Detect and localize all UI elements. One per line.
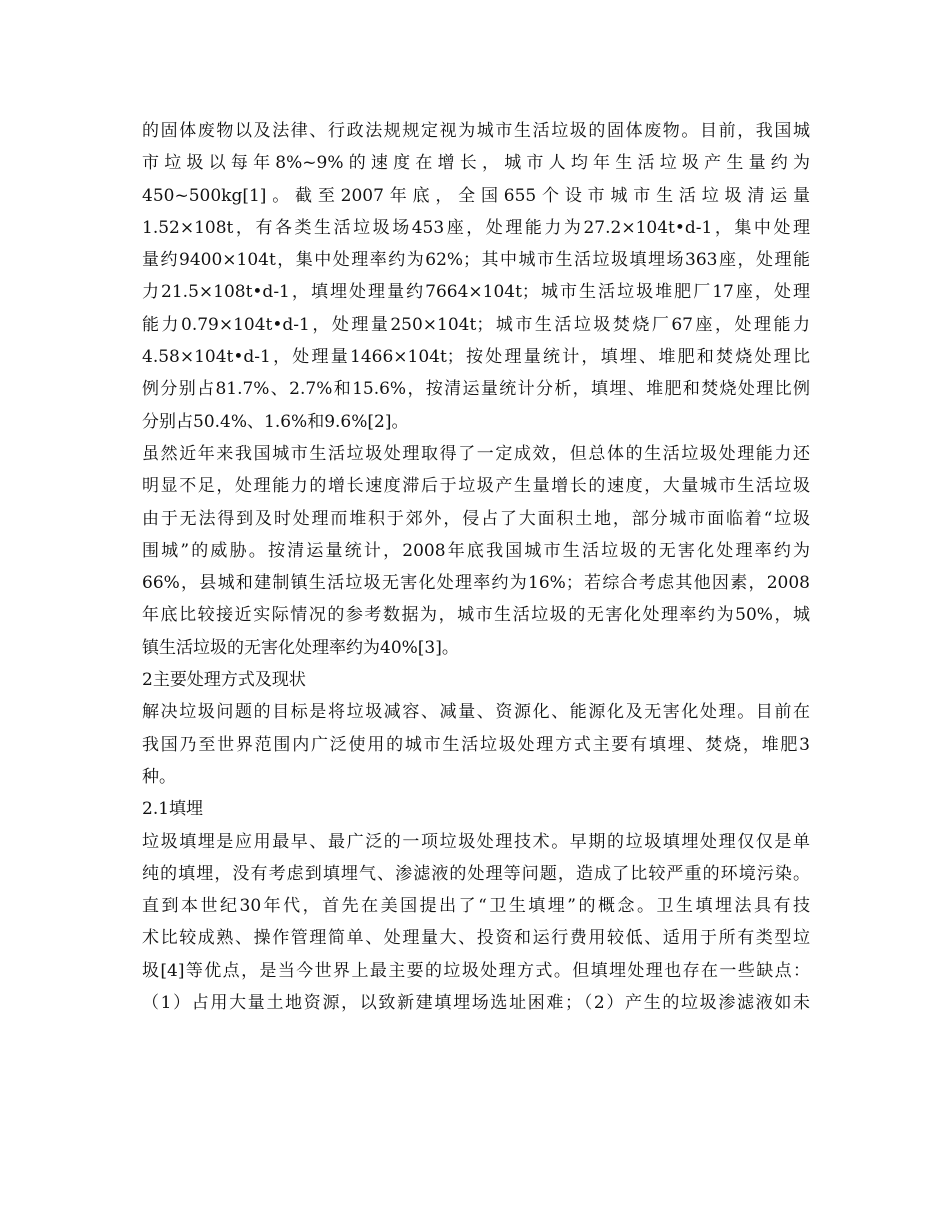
text-line: 1.52×108t，有各类生活垃圾场453座，处理能力为27.2×104t•d-1，集中处理: [142, 217, 810, 238]
text-line: 镇生活垃圾的无害化处理率约为40%[3]。: [142, 637, 459, 658]
text-line: 2.1填埋: [142, 799, 204, 820]
text-line: 我国乃至世界范围内广泛使用的城市生活垃圾处理方式主要有填埋、焚烧，堆肥3: [142, 734, 810, 755]
text-line: 2主要处理方式及现状: [142, 670, 306, 691]
text-line: 纯的填埋，没有考虑到填埋气、渗滤液的处理等问题，造成了比较严重的环境污染。: [142, 863, 810, 884]
text-line: 66%，县城和建制镇生活垃圾无害化处理率约为16%；若综合考虑其他因素，2008: [142, 573, 810, 594]
text-line: 的固体废物以及法律、行政法规规定视为城市生活垃圾的固体废物。目前，我国城: [142, 121, 810, 141]
text-line: 解决垃圾问题的目标是将垃圾减容、减量、资源化、能源化及无害化处理。目前在: [142, 702, 810, 723]
text-line: 由于无法得到及时处理而堆积于郊外，侵占了大面积土地，部分城市面临着“垃圾: [142, 508, 810, 529]
text-line: 年底比较接近实际情况的参考数据为，城市生活垃圾的无害化处理率约为50%，城: [142, 605, 810, 626]
text-line: 市垃圾以每年8%~9%的速度在增长，城市人均年生活垃圾产生量约为: [142, 153, 810, 174]
text-line: 围城”的威胁。按清运量统计，2008年底我国城市生活垃圾的无害化处理率约为: [142, 540, 810, 561]
text-line: 4.58×104t•d-1，处理量1466×104t；按处理量统计，填埋、堆肥和焚烧处理比: [142, 347, 810, 368]
text-line: 例分别占81.7%、2.7%和15.6%，按清运量统计分析，填埋、堆肥和焚烧处理比例: [142, 379, 810, 400]
text-line: 直到本世纪30年代，首先在美国提出了“卫生填埋”的概念。卫生填埋法具有技: [142, 896, 810, 917]
text-line: 量约9400×104t，集中处理率约为62%；其中城市生活垃圾填埋场363座，处理能: [142, 250, 810, 271]
text-line: 术比较成熟、操作管理简单、处理量大、投资和运行费用较低、适用于所有类型垃: [142, 928, 810, 949]
text-line: （1）占用大量土地资源，以致新建填埋场选址困难；（2）产生的垃圾渗滤液如未: [142, 993, 810, 1014]
body-text: [142, 115, 810, 1019]
text-line: 分别占50.4%、1.6%和9.6%[2]。: [142, 411, 409, 432]
text-line: 虽然近年来我国城市生活垃圾处理取得了一定成效，但总体的生活垃圾处理能力还: [142, 443, 810, 464]
text-line: 种。: [142, 766, 176, 787]
text-line: 圾[4]等优点，是当今世界上最主要的垃圾处理方式。但填埋处理也存在一些缺点：: [142, 960, 810, 981]
text-line: 明显不足，处理能力的增长速度滞后于垃圾产生量增长的速度，大量城市生活垃圾: [142, 476, 810, 497]
text-line: 能力0.79×104t•d-1，处理量250×104t；城市生活垃圾焚烧厂67座，处理能力: [142, 314, 810, 335]
text-line: 力21.5×108t•d-1，填埋处理量约7664×104t；城市生活垃圾堆肥厂17座，处理: [142, 282, 810, 303]
text-line: 450~500kg[1]。截至2007年底，全国655个设市城市生活垃圾清运量: [142, 185, 810, 206]
text-line: 垃圾填埋是应用最早、最广泛的一项垃圾处理技术。早期的垃圾填埋处理仅仅是单: [142, 831, 810, 852]
